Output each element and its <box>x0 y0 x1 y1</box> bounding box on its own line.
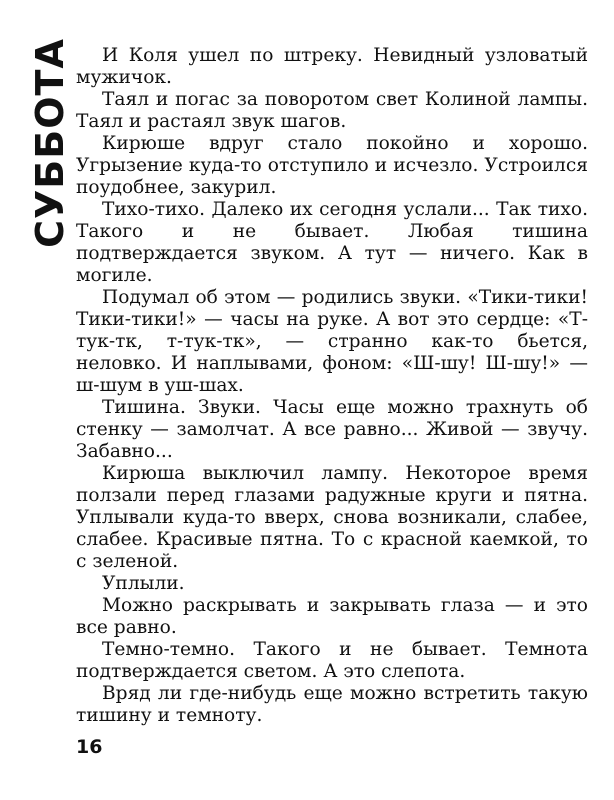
paragraph-6: Тишина. Звуки. Часы еще можно трахнуть об стенку — замолчат. А все равно... Живой — звучу. Забавно... <box>76 397 588 462</box>
paragraph-3: Кирюше вдруг стало покойно и хорошо. Угрызение куда-то отступило и исчезло. Устроился поудобнее, закурил. <box>76 133 588 198</box>
paragraph-2: Таял и погас за поворотом свет Колиной лампы. Таял и растаял звук шагов. <box>76 89 588 132</box>
paragraph-7: Кирюша выключил лампу. Некоторое время ползали перед глазами радужные круги и пятна. Уплывали куда-то вверх, снова возникали, слабее, слабее. Красивые пятна. То с красной каемкой, то с зеленой. <box>76 463 588 572</box>
paragraph-8: Уплыли. <box>102 573 185 594</box>
paragraph-1: И Коля ушел по штреку. Невидный узловатый мужичок. <box>76 45 588 88</box>
paragraph-5: Подумал об этом — родились звуки. «Тики-тики! Тики-тики!» — часы на руке. А вот это сердце: «Т-тук-тк, т-тук-тк», — странно как-то бьется, неловко. И наплывами, фоном: «Ш-шу! Ш-шу!» — ш-шум в уш-шах. <box>76 287 588 396</box>
body-text <box>76 45 588 727</box>
paragraph-9: Можно раскрывать и закрывать глаза — и это все равно. <box>76 595 588 638</box>
chapter-title-vertical: СУББОТА <box>28 38 72 248</box>
paragraph-11: Вряд ли где-нибудь еще можно встретить такую тишину и темноту. <box>76 683 588 726</box>
paragraph-10: Темно-темно. Такого и не бывает. Темнота подтверждается светом. А это слепота. <box>76 639 588 682</box>
page-number: 16 <box>76 736 103 758</box>
paragraph-4: Тихо-тихо. Далеко их сегодня услали... Так тихо. Такого и не бывает. Любая тишина подтверждается звуком. А тут — ничего. Как в могиле. <box>76 199 588 286</box>
